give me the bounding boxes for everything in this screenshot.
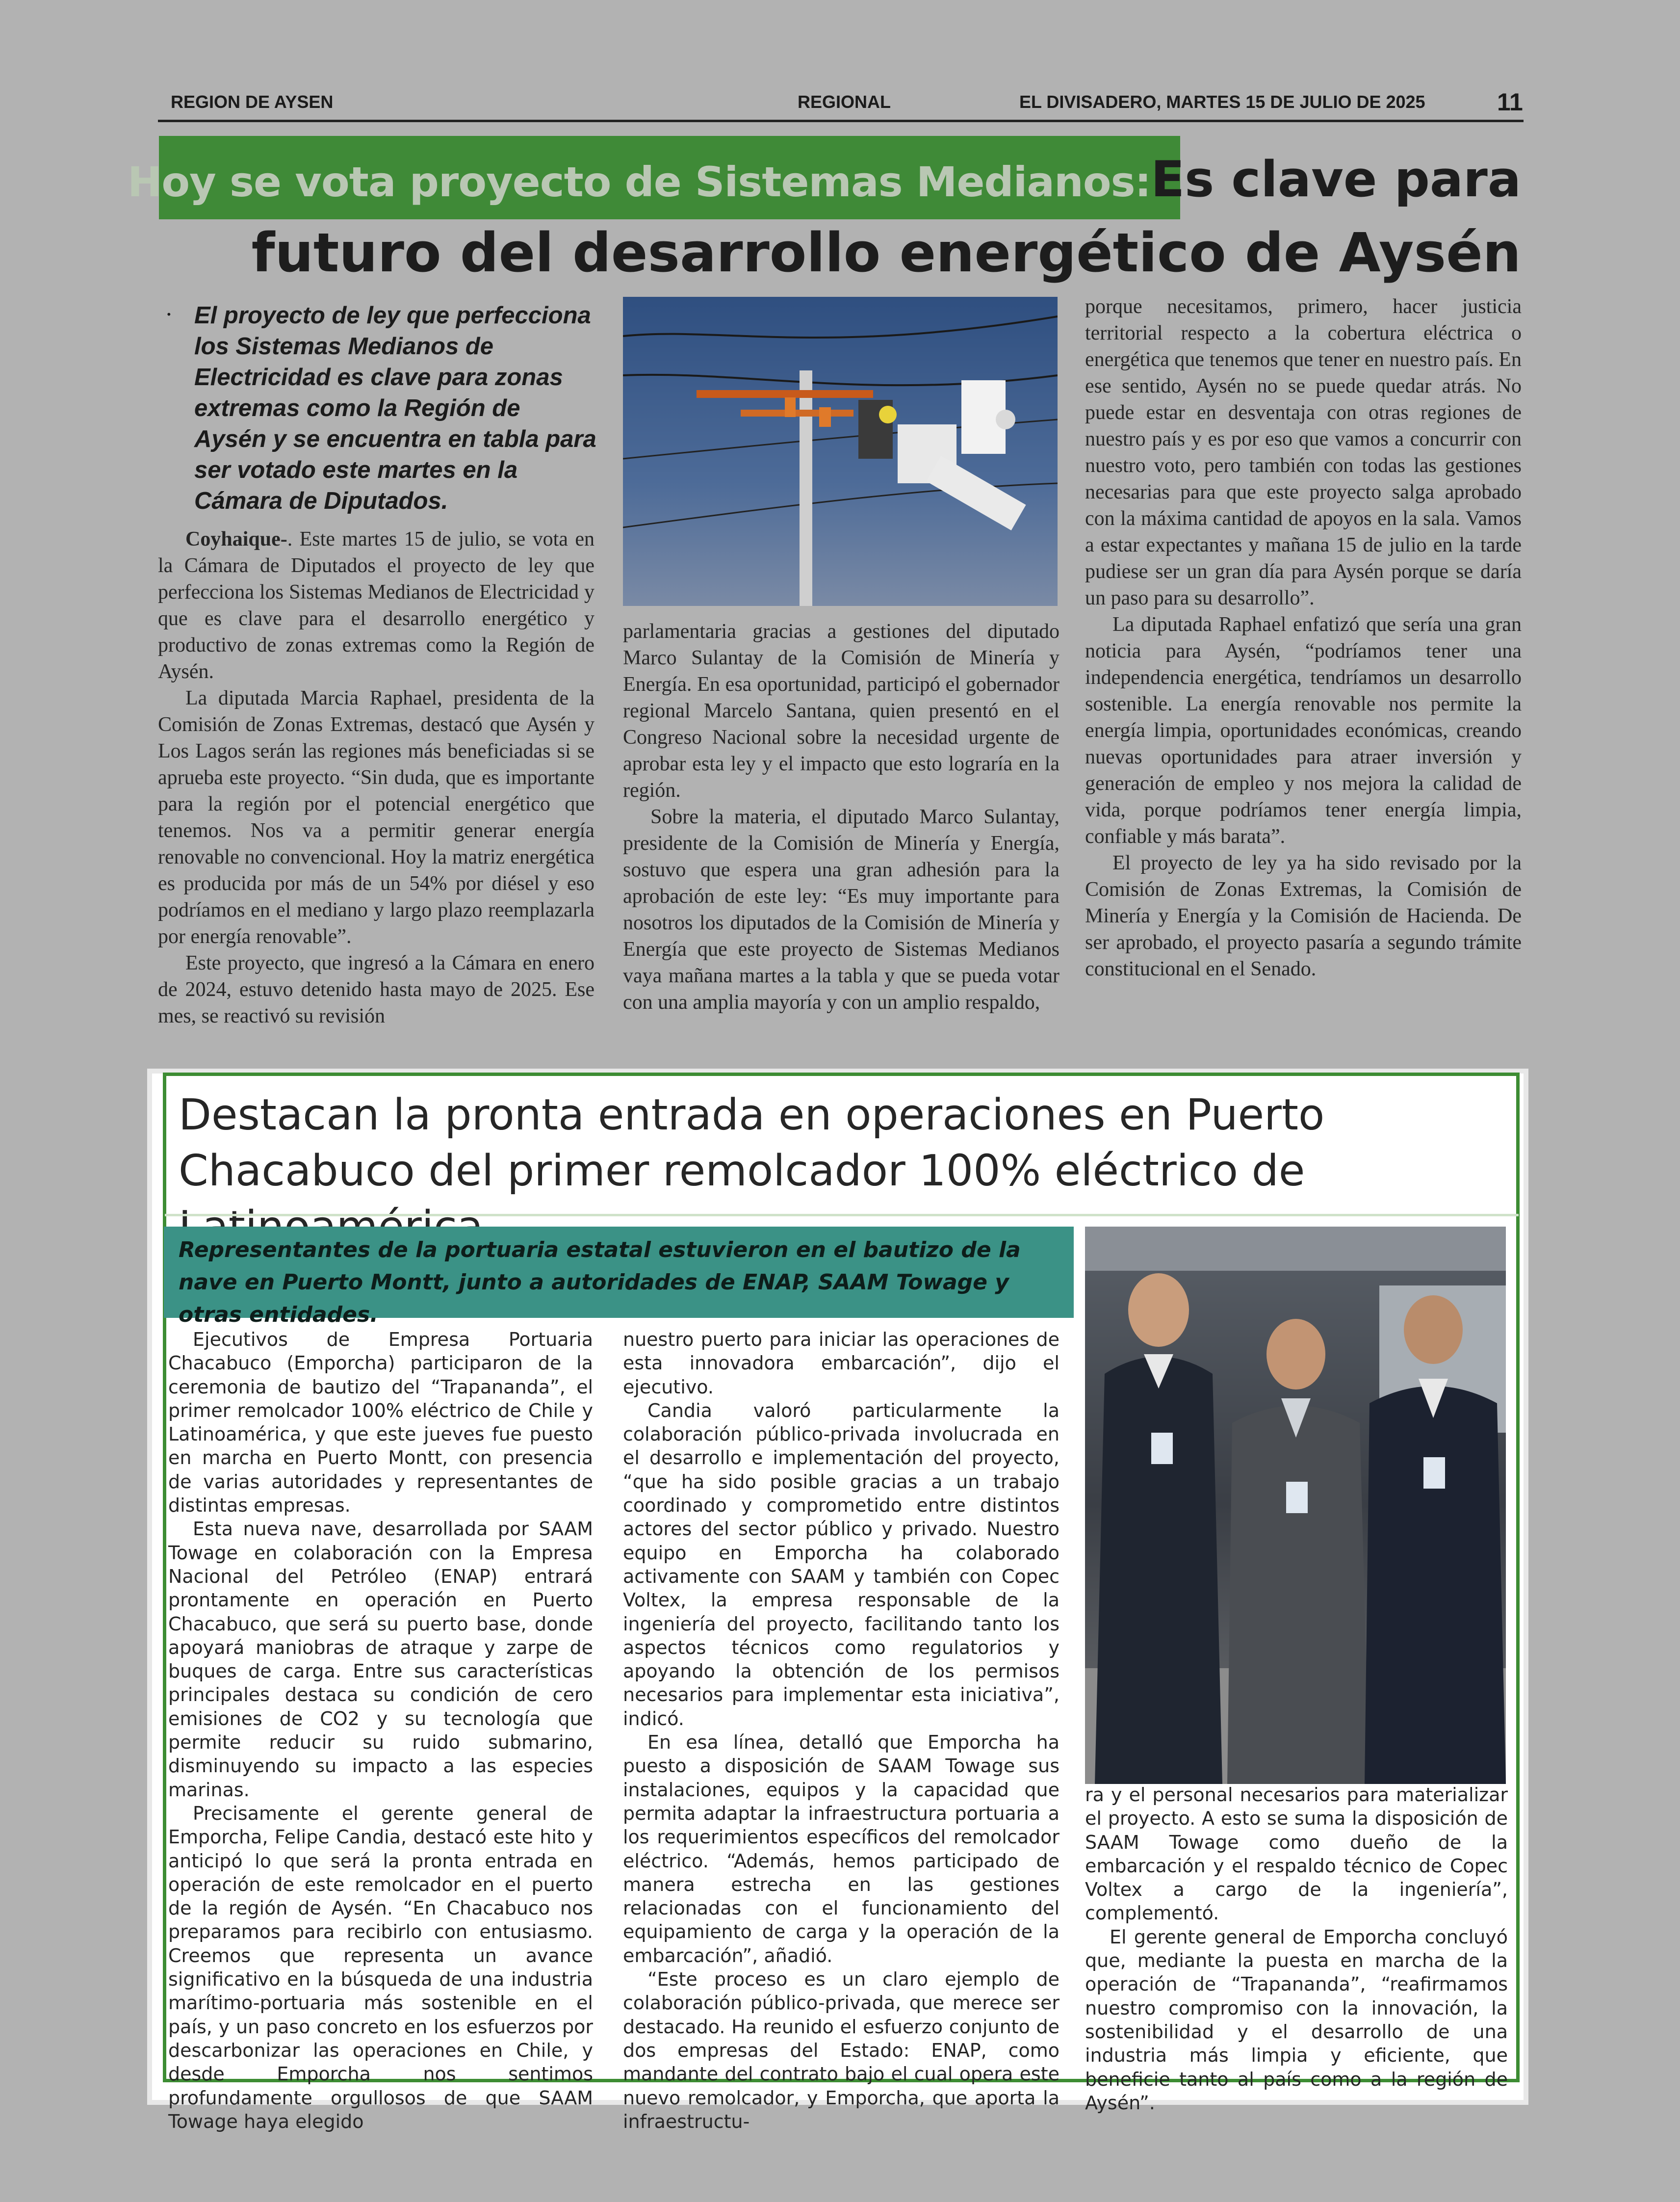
paragraph: nuestro puerto para iniciar las operaciones de esta innovadora embarcación”, dijo el ejecutivo. <box>623 1329 1060 1398</box>
paragraph: La diputada Marcia Raphael, presidenta de la Comisión de Zonas Extremas, destacó que Aysén y Los Lagos serán las regiones más beneficiadas si se aprueba este proyecto. “Sin duda, que es importante para la región por el potencial energético que tenemos. Nos va a permitir generar energía renovable no convencional. Hoy la matriz energética es producida por más de un 54% por diésel y eso podríamos en el mediano y largo plazo reemplazarla por energía renovable”. <box>158 687 594 948</box>
executives-photo-illustration <box>1085 1227 1506 1784</box>
paragraph: “Este proceso es un claro ejemplo de colaboración público-privada, que merece ser destacado. Ha reunido el esfuerzo conjunto de dos empresas del Estado: ENAP, como mandante del contrato bajo el cual opera este nuevo remolcador, y Emporcha, que aporta la infraestructu- <box>623 1968 1060 2132</box>
paragraph: porque necesitamos, primero, hacer justicia territorial respecto a la cobertura eléctrica o energética que tenemos que tener en nuestro país. En ese sentido, Aysén no se puede quedar atrás. No puede estar en desventaja con otras regiones de nuestro país y es por eso que vamos a concurrir con nuestro voto, pero también con todas las gestiones necesarias para que este proyecto salga aprobado con la máxima cantidad de apoyos en la sala. Vamos a estar expectantes y mañana 15 de julio en la tarde pudiese ser un gran día para Aysén porque se daría un paso para su desarrollo”. <box>1085 295 1522 609</box>
article2-subhead: Representantes de la portuaria estatal estuvieron en el bautizo de la nave en Puerto Montt, junto a autoridades de ENAP, SAAM Towage y otras entidades. <box>179 1237 1021 1327</box>
article1-column-2 <box>623 618 1060 1016</box>
section-label: REGION DE AYSEN <box>171 92 334 112</box>
paragraph: ra y el personal necesarios para materializar el proyecto. A esto se suma la disposición de SAAM Towage como dueño de la embarcación y el respaldo técnico de Copec Voltex a cargo de la ingeniería”, complementó. <box>1085 1784 1508 1924</box>
paragraph: Este proyecto, que ingresó a la Cámara en enero de 2024, estuvo detenido hasta mayo de 2025. Ese mes, se reactivó su revisión <box>158 952 594 1027</box>
photo-linemen <box>623 297 1058 606</box>
deck: El proyecto de ley que perfecciona los Sistemas Medianos de Electricidad es clave para zonas extremas como la Región de Aysén y se encuentra en tabla para ser votado este martes en la Cámara de Diputados. <box>194 302 596 514</box>
headline-line-1 <box>128 142 1521 219</box>
header-rule <box>158 120 1524 122</box>
paragraph: El gerente general de Emporcha concluyó que, mediante la puesta en marcha de la operación de “Trapananda”, “reafirmamos nuestro compromiso con la innovación, la sostenibilidad y el desarrollo de una industria más limpia y eficiente, que beneficie tanto al país como a la región de Aysén”. <box>1085 1926 1508 2114</box>
article2-column-3 <box>1085 1783 1508 2115</box>
article2-headline: Destacan la pronta entrada en operaciones en Puerto Chacabuco del primer remolcador 100% eléctrico de <box>179 1090 1325 1196</box>
article1-column-1 <box>158 526 594 1029</box>
paragraph-text: . Este martes 15 de julio, se vota en la Cámara de Diputados el proyecto de ley que perfecciona los Sistemas Medianos de Electricidad y que es clave para el desarrollo energético y productivo de zonas extremas como la Región de Aysén. <box>158 528 594 683</box>
page-number: 11 <box>1497 88 1523 116</box>
headline-line-2: futuro del desarrollo energético de Aysén <box>251 221 1521 284</box>
linemen-photo-illustration <box>623 297 1058 606</box>
issue-date: EL DIVISADERO, MARTES 15 DE JULIO DE 2025 <box>1019 92 1425 112</box>
article2-column-1 <box>168 1328 593 2133</box>
article1-column-3 <box>1085 293 1522 982</box>
paragraph: parlamentaria gracias a gestiones del diputado Marco Sulantay de la Comisión de Minería y Energía. En esa oportunidad, participó el gobernador regional Marcelo Santana, quien presentó en el Congreso Nacional sobre la necesidad urgente de aprobar esta ley y el impacto que esto lograría en la región. <box>623 620 1060 802</box>
article2-column-2 <box>623 1328 1060 2133</box>
deck-bullet: · <box>165 300 173 328</box>
paragraph: El proyecto de ley ya ha sido revisado por la Comisión de Zonas Extremas, la Comisión de Minería y Energía y la Comisión de Hacienda. De ser aprobado, el proyecto pasaría a segundo trámite constitucional en el Senado. <box>1085 852 1522 980</box>
kicker: Hoy se vota proyecto de Sistemas Medianos: <box>128 158 1151 206</box>
paragraph: Candia valoró particularmente la colaboración público-privada involucrada en el desarrollo e implementación del proyecto, “que ha sido posible gracias a un trabajo coordinado y comprometido entre distintos actores del sector público y privado. Nuestro equipo en Emporcha ha colaborado activamente con SAAM y también con Copec Voltex, la empresa responsable de la ingeniería del proyecto, facilitando tanto los aspectos técnicos como regulatorios y apoyando la obtención de los permisos necesarios para implementar esta iniciativa”, indicó. <box>623 1399 1060 1730</box>
paragraph: La diputada Raphael enfatizó que sería una gran noticia para Aysén, “podríamos tener una independencia energética, tendríamos un desarrollo sostenible. La energía renovable nos permite la energía limpia, oportunidades económicas, creando nuevas oportunidades para atraer inversión y generación de empleo y nos mejora la calidad de vida, porque podríamos tener energía limpia, confiable y más barata”. <box>1085 613 1522 848</box>
paragraph: Esta nueva nave, desarrollada por SAAM Towage en colaboración con la Empresa Nacional del Petróleo (ENAP) entrará prontamente en operación en Puerto Chacabuco, que será su puerto base, donde apoyará maniobras de atraque y zarpe de buques de carga. Entre sus características principales destaca su condición de cero emisiones de CO2 y su tecnología que permite reducir su ruido submarino, disminuyendo su impacto a las especies marinas. <box>168 1518 593 1801</box>
paragraph: Ejecutivos de Empresa Portuaria Chacabuco (Emporcha) participaron de la ceremonia de bautizo del “Trapananda”, el primer remolcador 100% eléctrico de Chile y Latinoamérica, y que este jueves fue puesto en marcha en Puerto Montt, con presencia de varias autoridades y representantes de distintas empresas. <box>168 1329 593 1517</box>
dateline: Coyhaique- <box>185 528 287 550</box>
paragraph: En esa línea, detalló que Emporcha ha puesto a disposición de SAAM Towage sus instalaciones, equipos y la capacidad que permita adaptar la infraestructura portuaria a los requerimientos específicos del remolcador eléctrico. “Además, hemos participado de manera estrecha en las gestiones relacionadas con el funcionamiento del equipamiento de carga y la operación de la embarcación”, añadió. <box>623 1731 1060 1966</box>
section-center-label: REGIONAL <box>798 92 891 112</box>
article2-separator <box>165 1214 1519 1216</box>
paragraph <box>158 526 594 685</box>
headline-part-1: Es clave para <box>1151 150 1521 208</box>
paragraph: Precisamente el gerente general de Emporcha, Felipe Candia, destacó este hito y anticipó lo que será la pronta entrada en operación de este remolcador en el puerto de la región de Aysén. “En Chacabuco nos preparamos para recibirlo con entusiasmo. Creemos que representa un avance significativo en la búsqueda de una industria marítimo-portuaria más sostenible en el país, y un paso concreto en los esfuerzos por descarbonizar las operaciones en Chile, y desde Emporcha nos sentimos profundamente orgullosos de que SAAM Towage haya elegido <box>168 1802 593 2132</box>
paragraph: Sobre la materia, el diputado Marco Sulantay, presidente de la Comisión de Minería y Energía, sostuvo que espera una gran adhesión para la aprobación de este ley: “Es muy importante para nosotros los diputados de la Comisión de Minería y Energía que este proyecto de Sistemas Medianos vaya mañana martes a la tabla y que se pueda votar con una amplia mayoría y con un amplio respaldo, <box>623 806 1060 1014</box>
photo-executives <box>1085 1227 1506 1784</box>
